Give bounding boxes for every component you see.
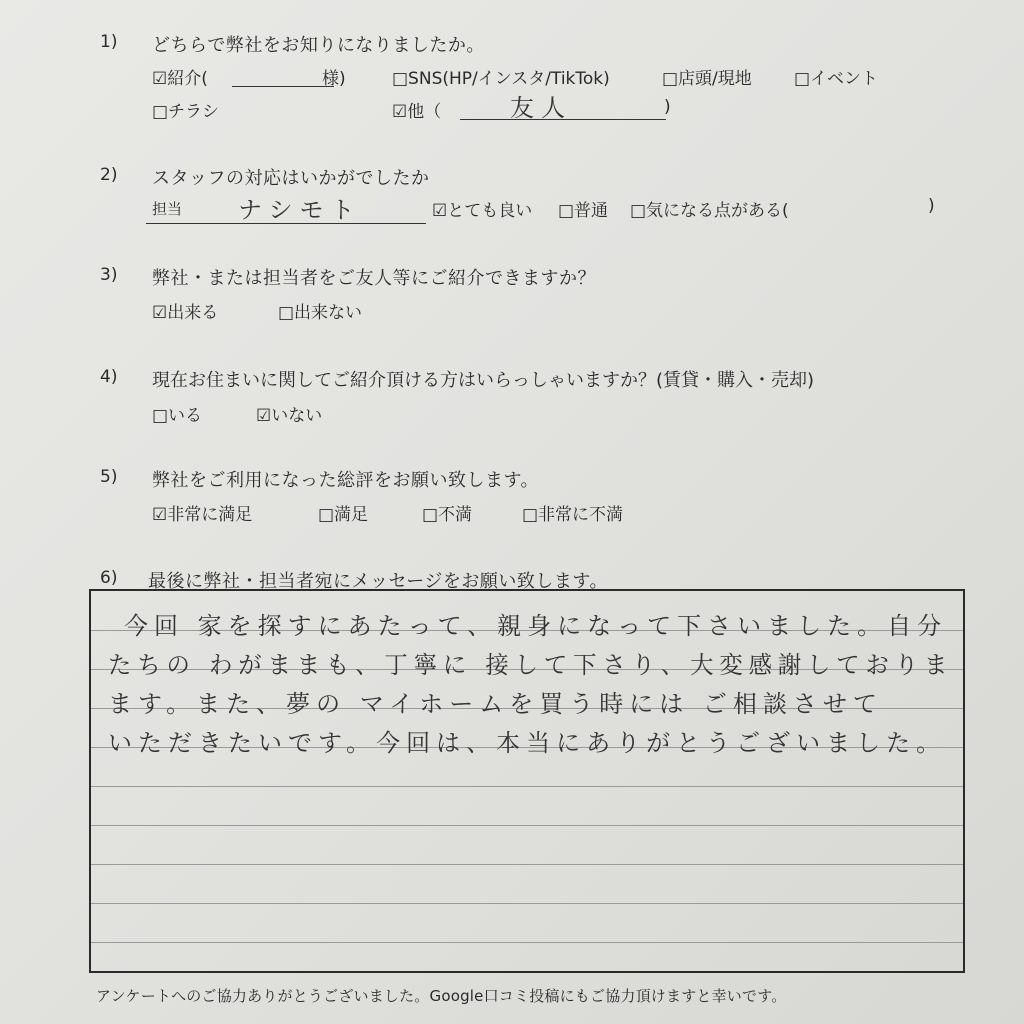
q1-option-event[interactable]: □イベント bbox=[794, 69, 879, 89]
q2-option-concern-close: ) bbox=[928, 196, 935, 216]
q3-question: 弊社・または担当者をご友人等にご紹介できますか？ bbox=[152, 268, 596, 289]
q2-staff-underline bbox=[146, 223, 426, 224]
q5-option-unsatisfied[interactable]: □不満 bbox=[422, 505, 473, 525]
q6-number: 6) bbox=[100, 568, 118, 588]
message-line: 今回 家を探すにあたって、親身になって下さいました。自分 bbox=[124, 612, 948, 640]
q1-question: どちらで弊社をお知りになりましたか。 bbox=[152, 35, 485, 56]
q2-number: 2) bbox=[100, 165, 118, 185]
q2-option-very-good[interactable]: ☑とても良い bbox=[432, 201, 533, 221]
message-line: たちの わがままも、丁寧に 接して下さり、大変感謝しておりま bbox=[108, 651, 954, 679]
ruled-line bbox=[91, 786, 963, 787]
q3-number: 3) bbox=[100, 265, 118, 285]
q6-question: 最後に弊社・担当者宛にメッセージをお願い致します。 bbox=[148, 571, 608, 592]
q2-staff-label: 担当 bbox=[152, 200, 183, 218]
message-line: ます。また、夢の マイホームを買う時には ご相談させて bbox=[108, 690, 883, 718]
q1-option-other[interactable]: ☑他（ bbox=[392, 102, 442, 122]
q4-question: 現在お住まいに関してご紹介頂ける方はいらっしゃいますか？(賃貸・購入・売却) bbox=[152, 370, 815, 391]
q3-option-yes[interactable]: ☑出来る bbox=[152, 303, 219, 323]
q1-option-flyer[interactable]: □チラシ bbox=[152, 102, 220, 122]
q2-option-concern[interactable]: □気になる点がある( bbox=[630, 201, 789, 221]
q1-number: 1) bbox=[100, 32, 118, 52]
q4-option-no[interactable]: ☑いない bbox=[256, 406, 323, 426]
q1-option-referral[interactable]: ☑紹介( bbox=[152, 69, 208, 89]
q5-option-satisfied[interactable]: □満足 bbox=[318, 505, 369, 525]
q1-referral-blank bbox=[232, 86, 334, 87]
message-line: いただきたいです。今回は、本当にありがとうございました。 bbox=[108, 729, 947, 757]
ruled-line bbox=[91, 903, 963, 904]
q2-staff-name: ナシモト bbox=[238, 196, 362, 224]
q1-option-sns[interactable]: □SNS(HP/インスタ/TikTok) bbox=[392, 69, 610, 89]
q5-number: 5) bbox=[100, 467, 118, 487]
q5-question: 弊社をご利用になった総評をお願い致します。 bbox=[152, 470, 540, 491]
q5-option-very-satisfied[interactable]: ☑非常に満足 bbox=[152, 505, 253, 525]
q2-option-normal[interactable]: □普通 bbox=[558, 201, 609, 221]
q3-option-no[interactable]: □出来ない bbox=[278, 303, 363, 323]
q1-option-referral-suffix: 様) bbox=[322, 69, 346, 89]
ruled-line bbox=[91, 942, 963, 943]
q5-option-very-unsatisfied[interactable]: □非常に不満 bbox=[522, 505, 624, 525]
ruled-line bbox=[91, 864, 963, 865]
footer-thanks: アンケートへのご協力ありがとうございました。Google口コミ投稿にもご協力頂けますと幸いです。 bbox=[96, 987, 787, 1005]
q4-option-yes[interactable]: □いる bbox=[152, 406, 203, 426]
ruled-line bbox=[91, 825, 963, 826]
q4-number: 4) bbox=[100, 367, 118, 387]
q1-option-store[interactable]: □店頭/現地 bbox=[662, 69, 752, 89]
q2-question: スタッフの対応はいかがでしたか bbox=[152, 168, 430, 189]
q1-option-other-close: ) bbox=[664, 97, 671, 117]
q1-other-value: 友人 bbox=[510, 94, 572, 122]
